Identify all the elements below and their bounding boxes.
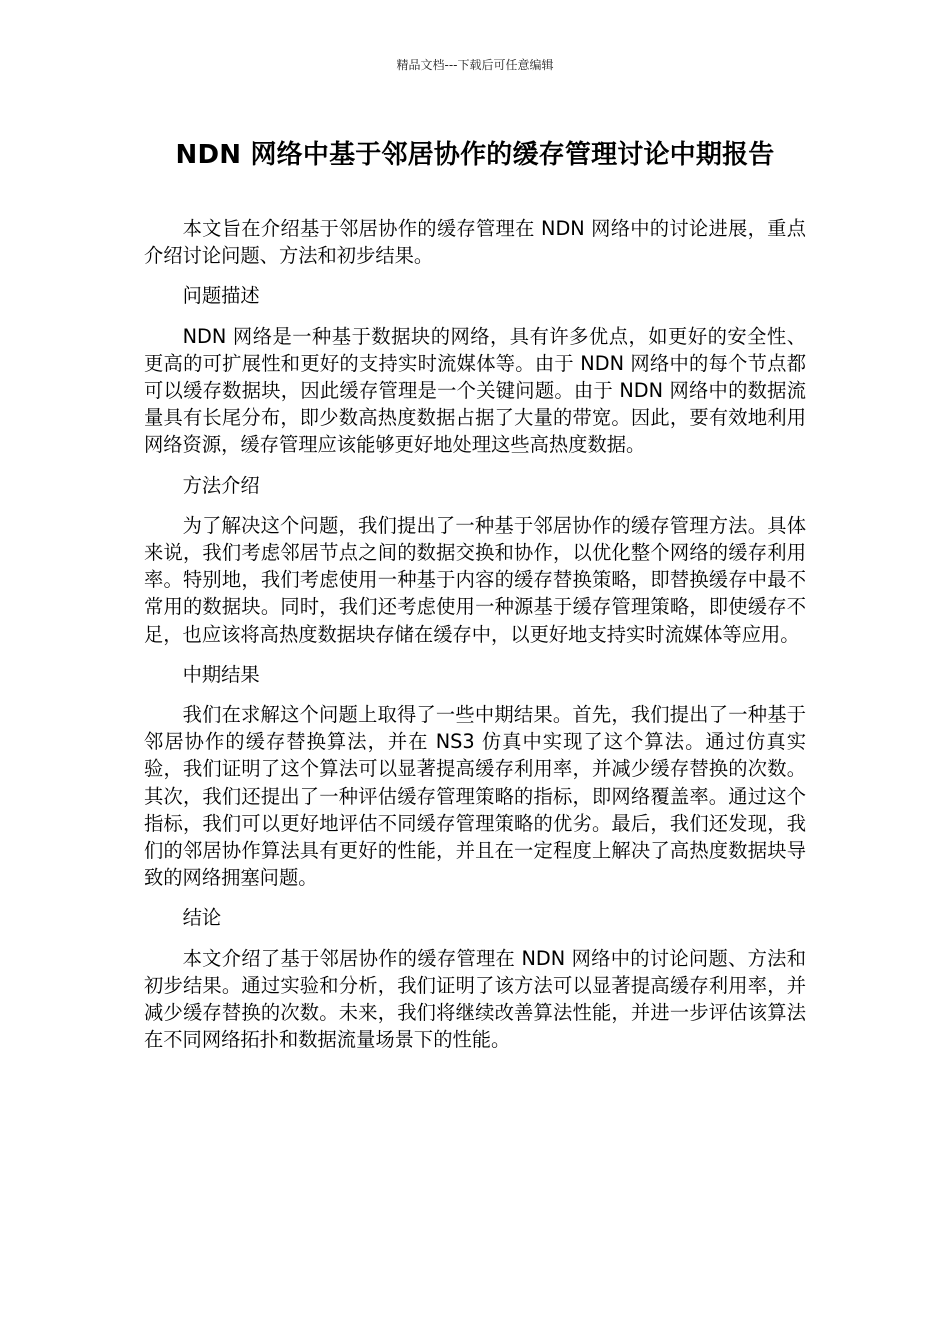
section-body-conclusion: 本文介绍了基于邻居协作的缓存管理在 NDN 网络中的讨论问题、方法和初步结果。通过实验和分析，我们证明了该方法可以显著提高缓存利用率，并减少缓存替换的次数。未来，我们将继续改善算法性能，并进一步评估该算法在不同网络拓扑和数据流量场景下的性能。	[144, 946, 806, 1052]
section-heading-results: 中期结果	[182, 662, 260, 686]
section-body-results: 我们在求解这个问题上取得了一些中期结果。首先，我们提出了一种基于邻居协作的缓存替换算法，并在 NS3 仿真中实现了这个算法。通过仿真实验，我们证明了这个算法可以显著提高缓存利用率，并减少缓存替换的次数。其次，我们还提出了一种评估缓存管理策略的指标，即网络覆盖率。通过这个指标，我们可以更好地评估不同缓存管理策略的优劣。最后，我们还发现，我们的邻居协作算法具有更好的性能，并且在一定程度上解决了高热度数据块导致的网络拥塞问题。	[144, 703, 806, 890]
section-heading-problem: 问题描述	[182, 284, 260, 308]
intro-paragraph: 本文旨在介绍基于邻居协作的缓存管理在 NDN 网络中的讨论进展，重点介绍讨论问题、方法和初步结果。	[144, 217, 806, 268]
section-body-problem: NDN 网络是一种基于数据块的网络，具有许多优点，如更好的安全性、更高的可扩展性和更好的支持实时流媒体等。由于 NDN 网络中的每个节点都可以缓存数据块，因此缓存管理是一个关键问题。由于 NDN 网络中的数据流量具有长尾分布，即少数高热度数据占据了大量的带宽。因此，要有效地利用网络资源，缓存管理应该能够更好地处理这些高热度数据。	[144, 324, 806, 457]
document-title: NDN 网络中基于邻居协作的缓存管理讨论中期报告	[175, 140, 775, 170]
section-heading-method: 方法介绍	[182, 473, 260, 497]
section-heading-conclusion: 结论	[182, 906, 222, 930]
document-body	[144, 215, 806, 1066]
page-header: 精品文档---下载后可任意编辑	[396, 58, 554, 72]
section-body-method: 为了解决这个问题，我们提出了一种基于邻居协作的缓存管理方法。具体来说，我们考虑邻居节点之间的数据交换和协作，以优化整个网络的缓存利用率。特别地，我们考虑使用一种基于内容的缓存替换策略，即替换缓存中最不常用的数据块。同时，我们还考虑使用一种源基于缓存管理策略，即使缓存不足，也应该将高热度数据块存储在缓存中，以更好地支持实时流媒体等应用。	[144, 513, 806, 646]
